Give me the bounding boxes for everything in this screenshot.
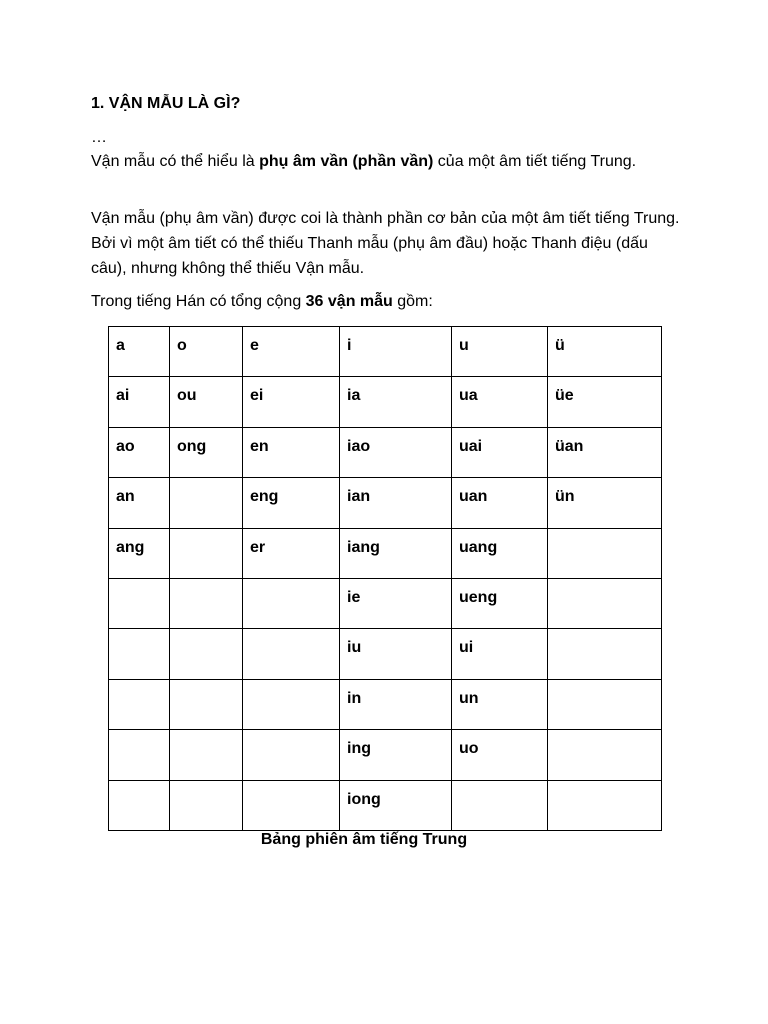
table-cell xyxy=(243,780,340,830)
table-cell: ueng xyxy=(452,578,548,628)
table-cell: an xyxy=(109,478,170,528)
table-cell: i xyxy=(340,327,452,377)
table-cell xyxy=(170,578,243,628)
table-cell: in xyxy=(340,679,452,729)
table-cell: iong xyxy=(340,780,452,830)
paragraph-definition xyxy=(91,149,681,174)
table-cell xyxy=(170,629,243,679)
table-cell: o xyxy=(170,327,243,377)
paragraph-importance: Vận mẫu (phụ âm vần) được coi là thành phần cơ bản của một âm tiết tiếng Trung. Bởi vì một âm tiết có thể thiếu Thanh mẫu (phụ âm đầu) hoặc Thanh điệu (dấu câu), nhưng không thể thiếu Vận mẫu. xyxy=(91,210,680,277)
table-cell: a xyxy=(109,327,170,377)
table-cell xyxy=(548,578,662,628)
table-cell: en xyxy=(243,427,340,477)
table-cell xyxy=(452,780,548,830)
paragraph-definition-bold-term: phụ âm vần (phần vần) xyxy=(259,153,434,170)
table-row xyxy=(109,730,662,780)
table-cell: ü xyxy=(548,327,662,377)
finals-table-body xyxy=(109,327,662,831)
paragraph-definition-text-start: Vận mẫu có thể hiểu là xyxy=(91,153,260,170)
paragraph-count-bold-number: 36 vận mẫu xyxy=(305,293,393,310)
table-cell xyxy=(170,478,243,528)
table-cell: un xyxy=(452,679,548,729)
table-cell xyxy=(548,528,662,578)
table-row xyxy=(109,679,662,729)
table-cell xyxy=(109,780,170,830)
table-cell: ong xyxy=(170,427,243,477)
table-cell: ai xyxy=(109,377,170,427)
table-cell: ei xyxy=(243,377,340,427)
table-cell: üan xyxy=(548,427,662,477)
table-row xyxy=(109,578,662,628)
table-cell: uang xyxy=(452,528,548,578)
table-cell: ao xyxy=(109,427,170,477)
table-cell xyxy=(243,578,340,628)
table-cell xyxy=(548,679,662,729)
table-cell: iu xyxy=(340,629,452,679)
table-row xyxy=(109,327,662,377)
table-cell xyxy=(548,730,662,780)
paragraph-count-text-end: gồm: xyxy=(392,293,433,310)
table-cell xyxy=(170,528,243,578)
table-cell xyxy=(170,730,243,780)
table-cell: uo xyxy=(452,730,548,780)
table-cell: uan xyxy=(452,478,548,528)
table-cell: ie xyxy=(340,578,452,628)
table-cell: ing xyxy=(340,730,452,780)
ellipsis-text: … xyxy=(91,129,107,146)
table-cell: ua xyxy=(452,377,548,427)
table-cell: iang xyxy=(340,528,452,578)
table-cell: iao xyxy=(340,427,452,477)
table-caption: Bảng phiên âm tiếng Trung xyxy=(260,831,468,848)
table-cell xyxy=(109,629,170,679)
table-cell: ang xyxy=(109,528,170,578)
table-cell xyxy=(243,629,340,679)
paragraph-definition-text-end: của một âm tiết tiếng Trung. xyxy=(433,153,637,170)
table-cell xyxy=(109,578,170,628)
table-cell xyxy=(243,679,340,729)
table-row xyxy=(109,780,662,830)
table-cell xyxy=(109,679,170,729)
paragraph-count xyxy=(91,289,681,314)
table-cell xyxy=(548,629,662,679)
table-cell: eng xyxy=(243,478,340,528)
section-heading: 1. VẬN MẪU LÀ GÌ? xyxy=(91,95,241,112)
table-cell: ui xyxy=(452,629,548,679)
table-cell xyxy=(548,780,662,830)
table-row xyxy=(109,377,662,427)
table-row xyxy=(109,478,662,528)
table-cell xyxy=(170,780,243,830)
table-cell: ia xyxy=(340,377,452,427)
table-row xyxy=(109,528,662,578)
paragraph-count-text-start: Trong tiếng Hán có tổng cộng xyxy=(91,293,306,310)
table-cell xyxy=(243,730,340,780)
table-cell: ün xyxy=(548,478,662,528)
table-cell: ou xyxy=(170,377,243,427)
finals-table xyxy=(108,326,662,831)
table-cell: uai xyxy=(452,427,548,477)
table-cell xyxy=(109,730,170,780)
table-row xyxy=(109,629,662,679)
table-row xyxy=(109,427,662,477)
table-cell xyxy=(170,679,243,729)
table-cell: u xyxy=(452,327,548,377)
table-cell: ian xyxy=(340,478,452,528)
table-cell: üe xyxy=(548,377,662,427)
table-cell: e xyxy=(243,327,340,377)
table-cell: er xyxy=(243,528,340,578)
